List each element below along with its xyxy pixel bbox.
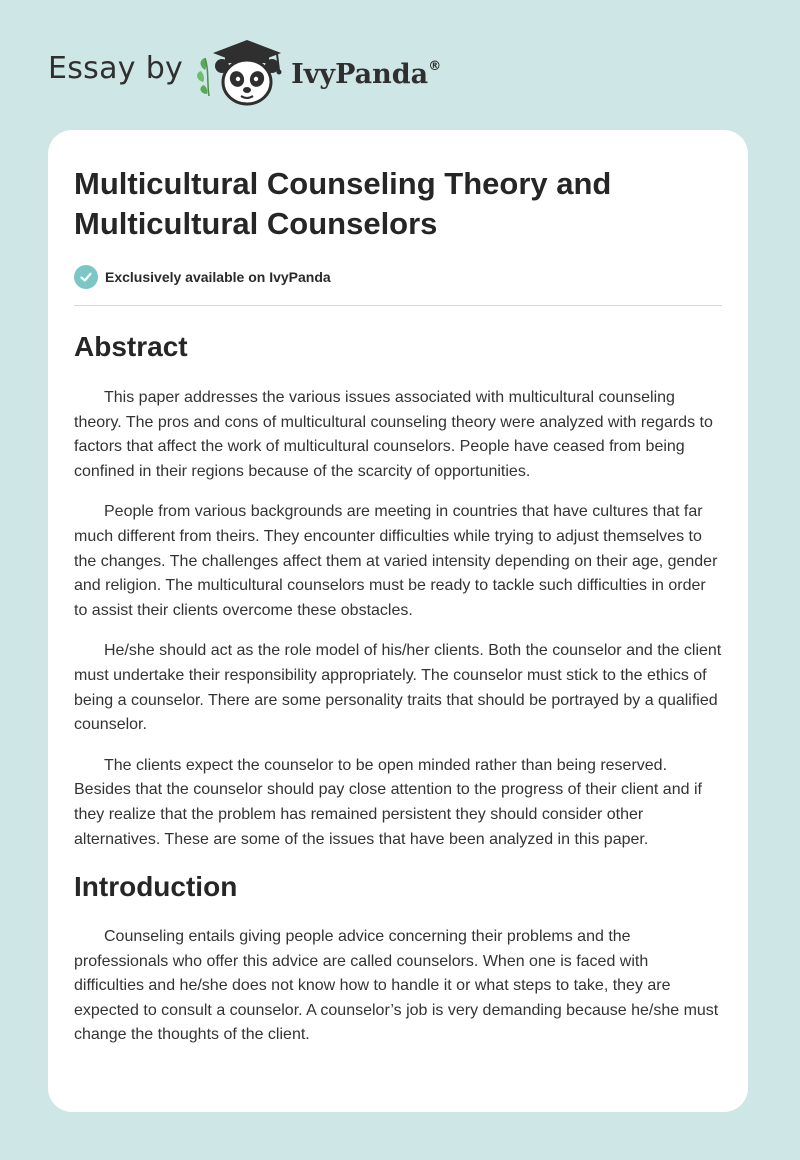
brand-name-text: IvyPanda xyxy=(291,58,429,90)
abstract-section xyxy=(74,330,722,852)
introduction-body xyxy=(74,925,722,1048)
paragraph: People from various backgrounds are meeting in countries that have cultures that far much different from theirs. They encounter difficulties while trying to adjust themselves to the changes. The challenges affect them at varied intensity depending on their age, gender and religion. The multicultural counselors must be ready to tackle such difficulties in order to assist their clients overcome these obstacles. xyxy=(74,503,718,619)
paragraph: The clients expect the counselor to be open minded rather than being reserved. Besides that the counselor should pay close attention to the progress of their client and if they realize that the problem has remained persistent they should consider other alternatives. These are some of the issues that have been analyzed in this paper. xyxy=(74,756,702,848)
badge-text: Exclusively available on IvyPanda xyxy=(105,269,331,285)
site-header xyxy=(48,36,441,108)
essay-title-line2: Multicultural Counselors xyxy=(74,206,438,241)
registered-mark: ® xyxy=(428,58,442,74)
checkmark-icon xyxy=(74,265,98,289)
panda-logo-icon[interactable] xyxy=(195,36,287,108)
paragraph: This paper addresses the various issues associated with multicultural counseling theory. The pros and cons of multicultural counseling theory were analyzed with regards to factors that affect the work of multicultural counselors. People have ceased from being confined in their regions because of the scarcity of opportunities. xyxy=(74,389,713,480)
brand-name[interactable] xyxy=(291,59,441,90)
essay-title-line1: Multicultural Counseling Theory and xyxy=(74,166,612,201)
essay-card xyxy=(48,130,748,1112)
abstract-body xyxy=(74,386,722,852)
section-heading-abstract: Abstract xyxy=(74,331,188,362)
paragraph: He/she should act as the role model of his/her clients. Both the counselor and the client must undertake their responsibility appropriately. The counselor must stick to the ethics of being a counselor. There are some personality traits that should be portrayed by a qualified counselor. xyxy=(74,642,722,734)
paragraph: Counseling entails giving people advice concerning their problems and the professionals who offer this advice are called counselors. When one is faced with difficulties and he/she does not know how to handle it or what steps to take, they are expected to consult a counselor. A counselor’s job is very demanding because he/she must change the thoughts of the client. xyxy=(74,928,719,1044)
essay-title xyxy=(74,164,722,244)
section-heading-introduction: Introduction xyxy=(74,871,238,903)
introduction-section xyxy=(74,870,722,1048)
exclusive-badge xyxy=(74,264,722,290)
brand-prefix: Essay by xyxy=(48,50,184,86)
title-divider xyxy=(74,305,722,306)
